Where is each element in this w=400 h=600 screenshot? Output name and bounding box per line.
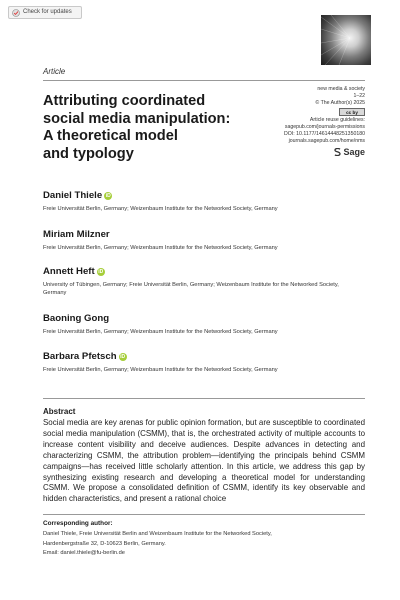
author-name: Barbara Pfetsch [43,351,117,362]
reuse-guidelines-label: Article reuse guidelines: [309,117,365,123]
page-range: 1–22 [353,93,365,99]
abstract-heading: Abstract [43,407,76,416]
author-affiliation: Freie Universität Berlin, Germany; Weizenbaum Institute for the Networked Society, Germany [43,206,278,212]
article-title [43,93,258,163]
corresponding-author-details [43,530,365,559]
author-entry [43,351,363,374]
cc-license-badge[interactable]: cc by [339,108,365,116]
check-for-updates-label: Check for updates [23,9,72,15]
author-name: Annett Heft [43,266,95,277]
title-line: A theoretical model [43,128,178,145]
corresponding-line: Hardenbergstraße 32, D-10623 Berlin, Germany. [43,540,166,547]
abstract-text: Social media are key arenas for public opinion formation, but are susceptible to coordinated social media manipulation (CSMM), that is, the orchestrated activity of multiple accounts to increase content visibility and deceive audiences. Despite advances in detecting and characterizing CSMM, the attribution problem—identifying the principals behind CSMM campaigns—has received little scholarly attention. In this article, we address this gap by synthesizing existing research and developing a theoretical model for understanding CSMM. We propose a consolidated definition of CSMM, identify its key observable and hidden characteristics, and present a rational choice [43,418,365,504]
author-name: Baoning Gong [43,313,110,324]
corresponding-author-heading: Corresponding author: [43,520,113,527]
author-entry [43,229,363,252]
author-affiliation: Freie Universität Berlin, Germany; Weizenbaum Institute for the Networked Society, Germany [43,245,278,251]
author-affiliation: Freie Universität Berlin, Germany; Weizenbaum Institute for the Networked Society, Germany [43,329,278,335]
author-entry [43,313,363,336]
abstract-rule [43,398,365,399]
journal-cover-art [321,15,371,65]
orcid-icon[interactable]: iD [98,268,104,275]
journal-metadata [235,86,365,156]
title-line: and typology [43,145,134,162]
article-type-label: Article [43,67,66,76]
title-line: Attributing coordinated [43,93,206,109]
author-name: Miriam Milzner [43,229,110,240]
footnote-rule [43,514,365,515]
corresponding-email[interactable]: Email: daniel.thiele@fu-berlin.de [43,550,125,556]
copyright: © The Author(s) 2025 [315,100,365,106]
title-line: social media manipulation: [43,110,231,127]
journal-home-link[interactable]: journals.sagepub.com/home/nms [288,138,365,144]
header-rule [43,80,365,81]
orcid-icon[interactable]: iD [105,192,111,199]
author-entry [43,190,363,213]
reuse-guidelines-link[interactable]: sagepub.com/journals-permissions [284,124,365,130]
author-affiliation: University of Tübingen, Germany; Freie Universität Berlin, Germany; Weizenbaum Institute for the Networked Society, Germany [43,282,339,297]
publisher-logo-text: Sage [343,146,365,157]
author-entry [43,266,363,298]
sage-logo-icon [334,148,341,156]
journal-name: new media & society [317,86,365,92]
orcid-icon[interactable]: iD [120,353,126,360]
check-updates-icon [12,9,20,17]
author-name: Daniel Thiele [43,190,103,201]
corresponding-line: Daniel Thiele, Freie Universität Berlin and Weizenbaum Institute for the Networked Society, [43,531,272,537]
check-for-updates-badge[interactable] [8,6,82,19]
doi[interactable]: DOI: 10.1177/14614448251350180 [284,131,365,137]
author-affiliation: Freie Universität Berlin, Germany; Weizenbaum Institute for the Networked Society, Germany [43,367,278,373]
